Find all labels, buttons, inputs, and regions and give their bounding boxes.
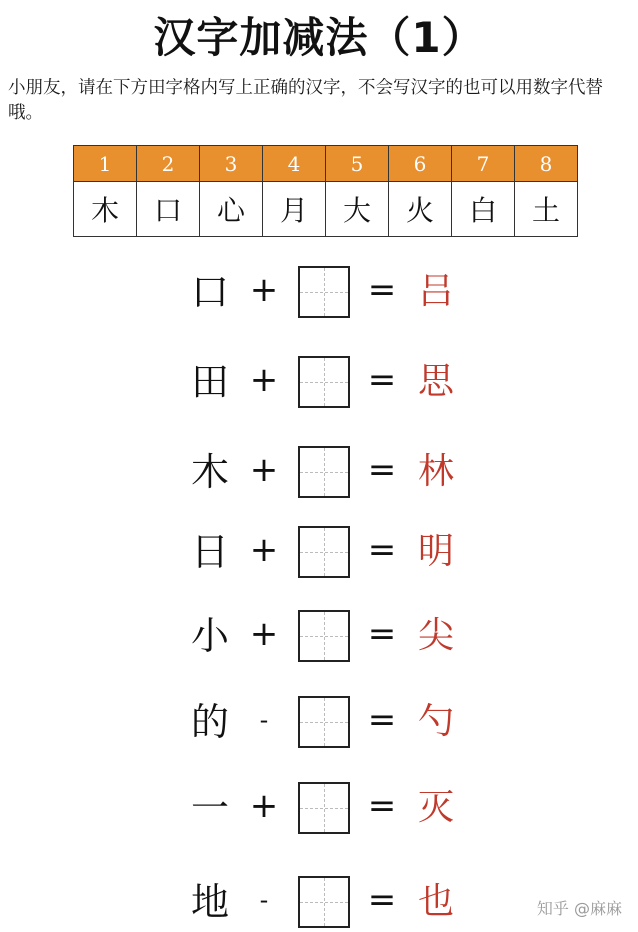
equals-sign: =	[367, 786, 397, 826]
reference-character: 心	[200, 182, 263, 237]
equation-operator: -	[259, 886, 269, 914]
equation-row	[0, 694, 638, 750]
reference-character: 大	[326, 182, 389, 237]
equation-row	[0, 264, 638, 320]
answer-grid-box[interactable]	[298, 610, 350, 662]
equation-left-character: 一	[190, 786, 229, 830]
equation-result-character: 灭	[417, 787, 454, 828]
equals-sign: =	[367, 614, 397, 654]
zhihu-watermark: 知乎 @麻麻	[536, 899, 622, 918]
reference-character: 火	[389, 182, 452, 237]
reference-character: 月	[263, 182, 326, 237]
reference-number: 6	[389, 146, 452, 182]
answer-grid-box[interactable]	[298, 356, 350, 408]
equation-operator: -	[259, 706, 269, 734]
reference-number: 2	[137, 146, 200, 182]
equation-operator: +	[249, 786, 279, 826]
reference-character: 口	[137, 182, 200, 237]
equation-left-character: 日	[190, 530, 229, 574]
reference-number: 1	[74, 146, 137, 182]
equation-left-character: 木	[190, 450, 229, 494]
equation-left-character: 的	[190, 700, 229, 744]
equation-result-character: 思	[417, 361, 454, 402]
equation-result-character: 尖	[417, 615, 454, 656]
equation-result-character: 明	[417, 531, 454, 572]
answer-grid-box[interactable]	[298, 782, 350, 834]
instructions-text: 小朋友，请在下方田字格内写上正确的汉字，不会写汉字的也可以用数字代替哦。	[8, 78, 603, 123]
reference-number: 7	[452, 146, 515, 182]
equals-sign: =	[367, 880, 397, 920]
answer-grid-box[interactable]	[298, 266, 350, 318]
answer-grid-box[interactable]	[298, 446, 350, 498]
reference-character: 土	[515, 182, 578, 237]
equation-operator: +	[249, 530, 279, 570]
answer-grid-box[interactable]	[298, 696, 350, 748]
equation-result-character: 林	[417, 451, 454, 492]
reference-character-row	[74, 182, 578, 237]
equation-left-character: 小	[190, 614, 229, 658]
equation-row	[0, 780, 638, 836]
answer-grid-box[interactable]	[298, 526, 350, 578]
equation-row	[0, 608, 638, 664]
equation-result-character: 也	[417, 881, 454, 922]
equals-sign: =	[367, 450, 397, 490]
reference-number: 3	[200, 146, 263, 182]
reference-character: 木	[74, 182, 137, 237]
equation-left-character: 田	[190, 360, 229, 404]
equation-row	[0, 524, 638, 580]
reference-number: 4	[263, 146, 326, 182]
equation-row	[0, 444, 638, 500]
equals-sign: =	[367, 270, 397, 310]
equation-left-character: 地	[190, 880, 229, 924]
equation-operator: +	[249, 270, 279, 310]
answer-grid-box[interactable]	[298, 876, 350, 928]
equation-operator: +	[249, 614, 279, 654]
reference-number: 8	[515, 146, 578, 182]
equation-row	[0, 354, 638, 410]
equation-left-character: 口	[190, 270, 229, 314]
equation-result-character: 吕	[417, 271, 454, 312]
equals-sign: =	[367, 530, 397, 570]
reference-number-row	[74, 146, 578, 182]
reference-number: 5	[326, 146, 389, 182]
equals-sign: =	[367, 700, 397, 740]
reference-character: 白	[452, 182, 515, 237]
worksheet-title: 汉字加减法（1）	[153, 13, 485, 62]
equation-result-character: 勺	[417, 701, 454, 742]
equation-operator: +	[249, 450, 279, 490]
equals-sign: =	[367, 360, 397, 400]
equation-operator: +	[249, 360, 279, 400]
reference-table	[73, 145, 578, 237]
